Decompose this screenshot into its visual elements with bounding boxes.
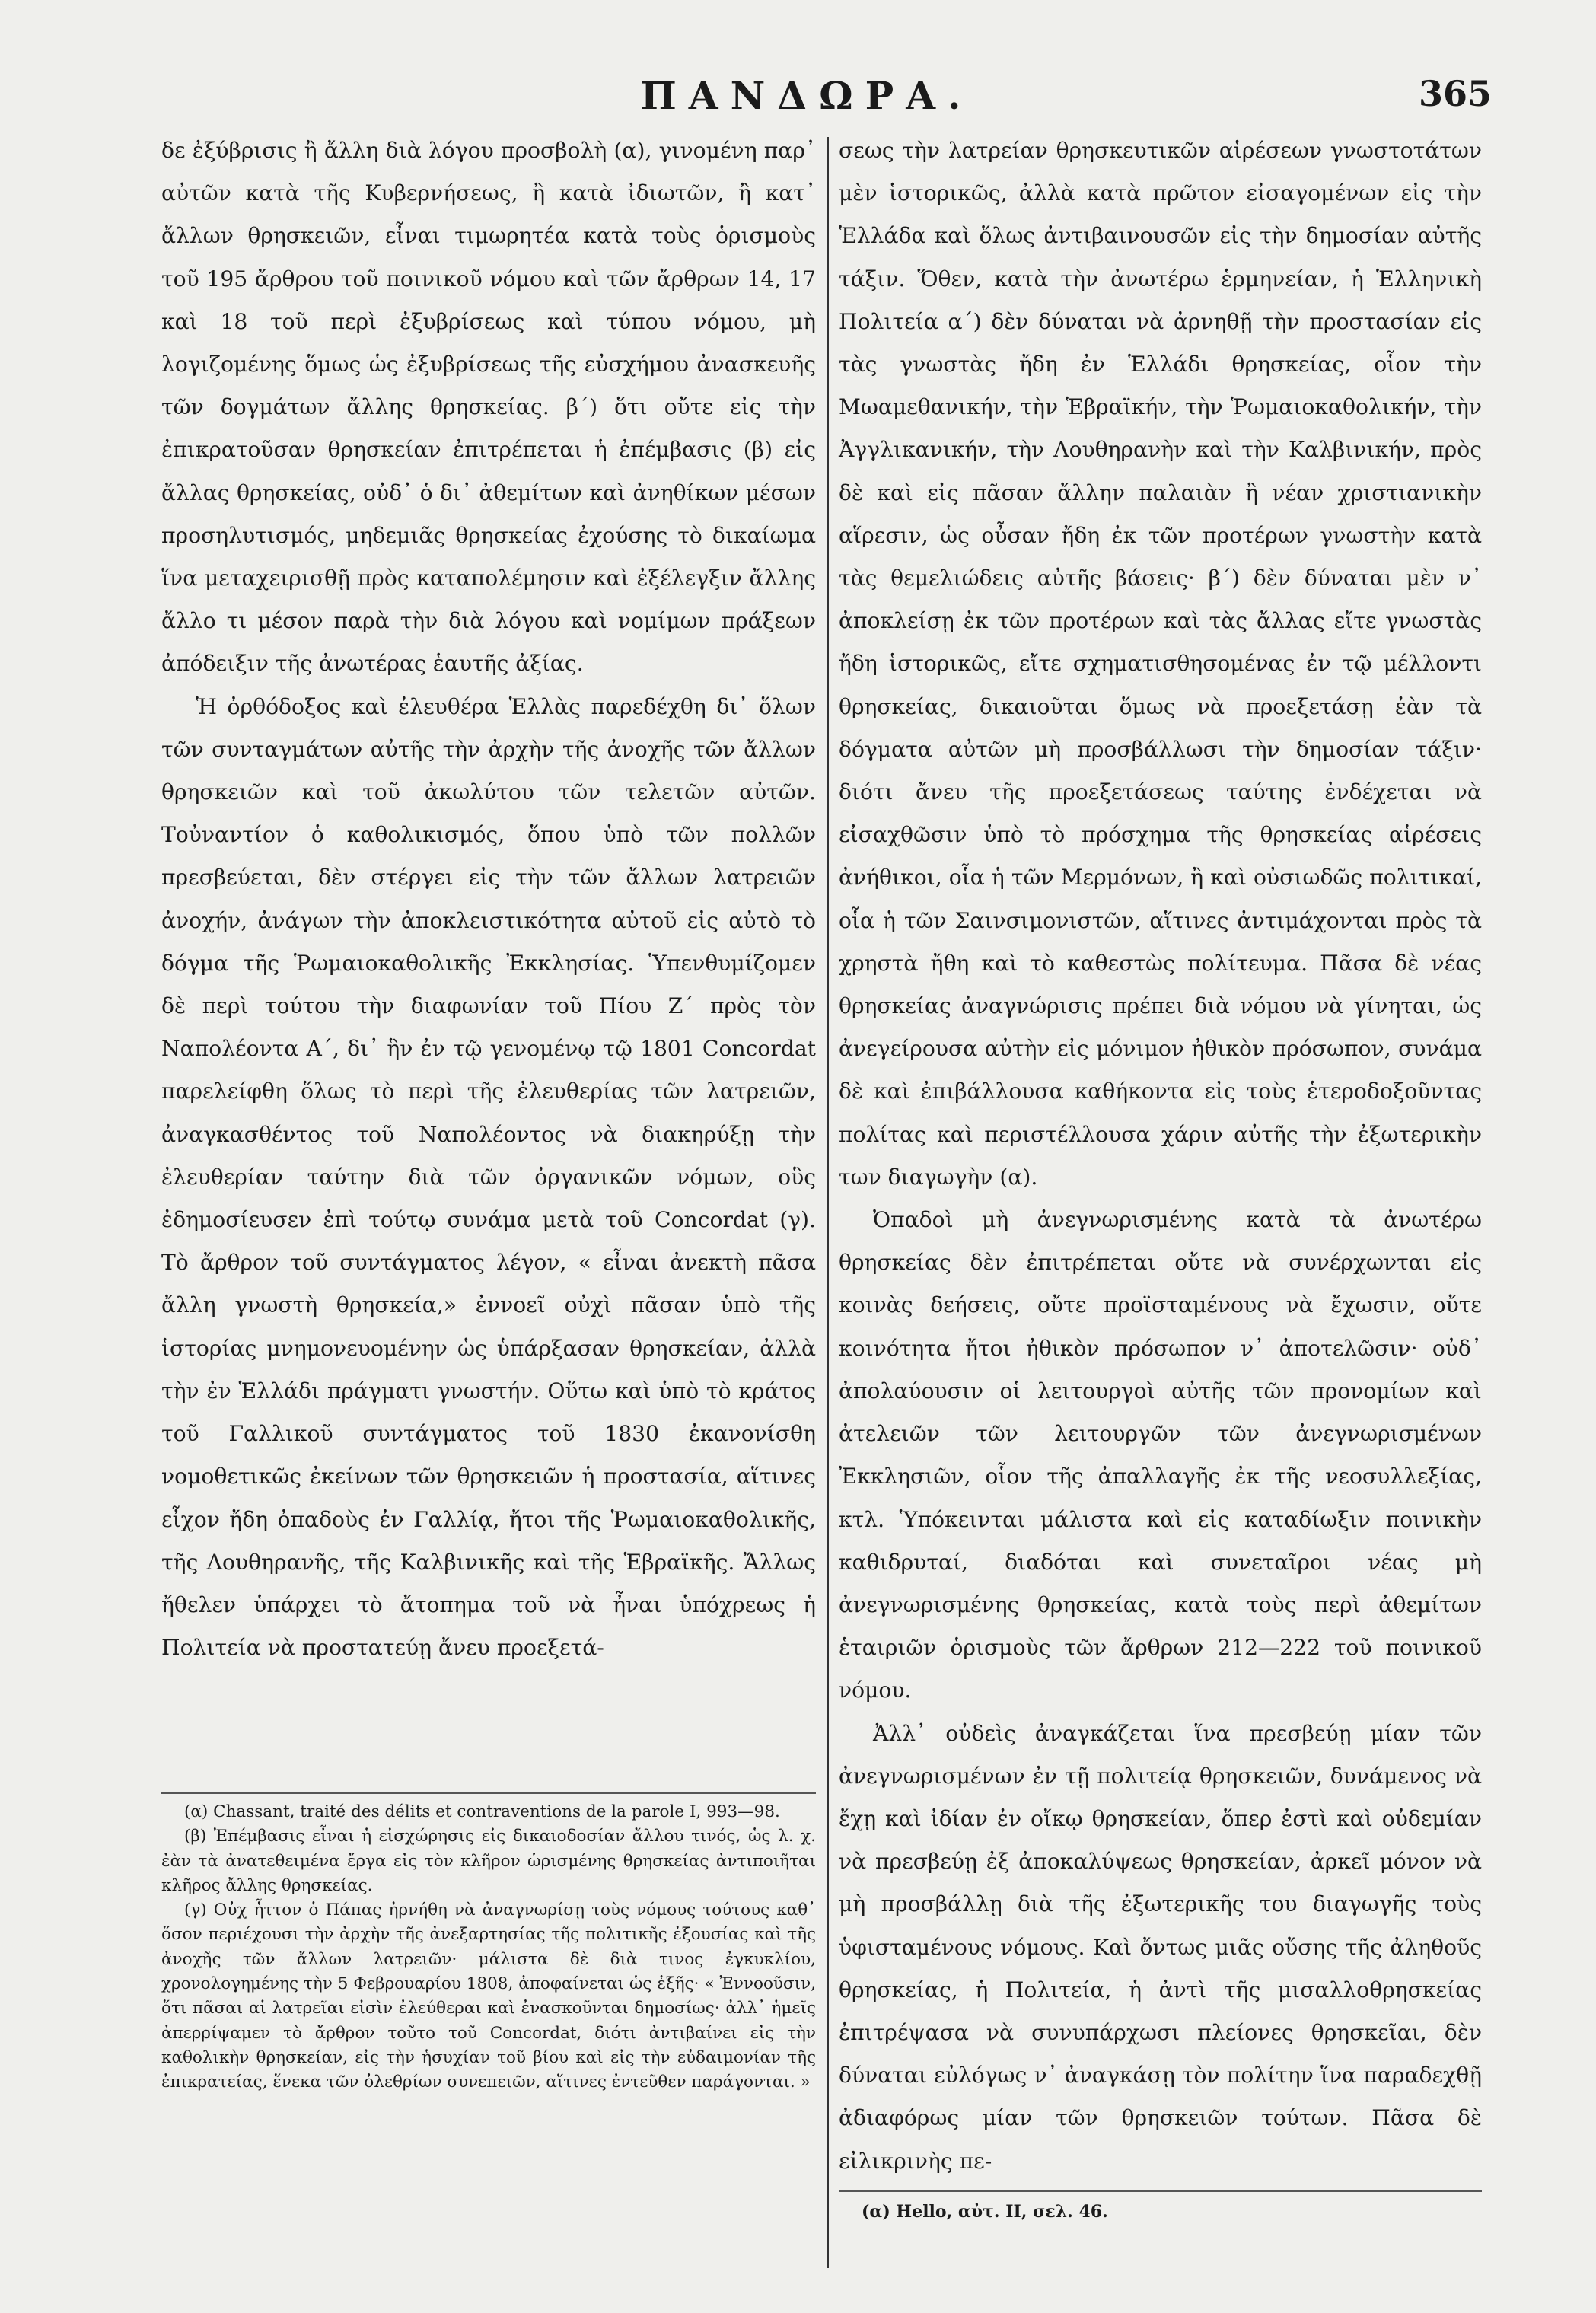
left-footnotes	[161, 1800, 816, 2095]
right-column	[839, 129, 1482, 2183]
paragraph: Ἡ ὀρθόδοξος καὶ ἐλευθέρα Ἑλλὰς παρεδέχθη δι᾽ ὅλων τῶν συνταγμάτων αὐτῆς τὴν ἀρχὴν τῆς ἀνοχῆς τῶν ἄλλων θρησκειῶν καὶ τοῦ ἀκωλύτου τῶν τελετῶν αὐτῶν. Τοὐναντίον ὁ καθολικισμός, ὅπου ὑπὸ τῶν πολλῶν πρεσβεύεται, δὲν στέργει εἰς τὴν τῶν ἄλλων λατρειῶν ἀνοχήν, ἀνάγων τὴν ἀποκλειστικότητα αὐτοῦ εἰς αὐτὸ τὸ δόγμα τῆς Ῥωμαιοκαθολικῆς Ἐκκλησίας. Ὑπενθυμίζομεν δὲ περὶ τούτου τὴν διαφωνίαν τοῦ Πίου Ζ΄ πρὸς τὸν Ναπολέοντα Α΄, δι᾽ ἣν ἐν τῷ γενομένῳ τῷ 1801 Concordat παρελείφθη ὅλως τὸ περὶ τῆς ἐλευθερίας τῶν λατρειῶν, ἀναγκασθέντος τοῦ Ναπολέοντος νὰ διακηρύξῃ τὴν ἐλευθερίαν ταύτην διὰ τῶν ὀργανικῶν νόμων, οὓς ἐδημοσίευσεν ἐπὶ τούτῳ συνάμα μετὰ τοῦ Concordat (γ). Τὸ ἄρθρον τοῦ συντάγματος λέγον, « εἶναι ἀνεκτὴ πᾶσα ἄλλη γνωστὴ θρησκεία,» ἐννοεῖ οὐχὶ πᾶσαν ὑπὸ τῆς ἱστορίας μνημονευομένην ὡς ὑπάρξασαν θρησκείαν, ἀλλὰ τὴν ἐν Ἑλλάδι πράγματι γνωστήν. Οὕτω καὶ ὑπὸ τὸ κράτος τοῦ Γαλλικοῦ συντάγματος τοῦ 1830 ἐκανονίσθη νομοθετικῶς ἐκείνων τῶν θρησκειῶν ἡ προστασία, αἵτινες εἶχον ἤδη ὀπαδοὺς ἐν Γαλλίᾳ, ἤτοι τῆς Ῥωμαιοκαθολικῆς, τῆς Λουθηρανῆς, τῆς Καλβινικῆς καὶ τῆς Ἑβραϊκῆς. Ἄλλως ἤθελεν ὑπάρχει τὸ ἄτοπημα τοῦ νὰ ἦναι ὑπόχρεως ἡ Πολιτεία νὰ προστατεύῃ ἄνευ προεξετά-	[161, 693, 816, 1661]
paragraph: σεως τὴν λατρείαν θρησκευτικῶν αἱρέσεων γνωστοτάτων μὲν ἱστορικῶς, ἀλλὰ κατὰ πρῶτον εἰσαγομένων εἰς τὴν Ἑλλάδα καὶ ὅλως ἀντιβαινουσῶν εἰς τὴν δημοσίαν αὐτῆς τάξιν. Ὅθεν, κατὰ τὴν ἀνωτέρω ἑρμηνείαν, ἡ Ἑλληνικὴ Πολιτεία α΄) δὲν δύναται νὰ ἀρνηθῇ τὴν προστασίαν εἰς τὰς γνωστὰς ἤδη ἐν Ἑλλάδι θρησκείας, οἷον τὴν Μωαμεθανικήν, τὴν Ἑβραϊκήν, τὴν Ῥωμαιοκαθολικήν, τὴν Ἀγγλικανικήν, τὴν Λουθηρανὴν καὶ τὴν Καλβινικήν, πρὸς δὲ καὶ εἰς πᾶσαν ἄλλην παλαιὰν ἢ νέαν χριστιανικὴν αἵρεσιν, ὡς οὖσαν ἤδη ἐκ τῶν προτέρων γνωστὴν κατὰ τὰς θεμελιώδεις αὐτῆς βάσεις· β΄) δὲν δύναται μὲν ν᾽ ἀποκλείσῃ ἐκ τῶν προτέρων καὶ τὰς ἄλλας εἴτε γνωστὰς ἤδη ἱστορικῶς, εἴτε σχηματισθησομένας ἐν τῷ μέλλοντι θρησκείας, δικαιοῦται ὅμως νὰ προεξετάσῃ ἐὰν τὰ δόγματα αὐτῶν μὴ προσβάλλωσι τὴν δημοσίαν τάξιν· διότι ἄνευ τῆς προεξετάσεως ταύτης ἐνδέχεται νὰ εἰσαχθῶσιν ὑπὸ τὸ πρόσχημα τῆς θρησκείας αἱρέσεις ἀνήθικοι, οἷα ἡ τῶν Μερμόνων, ἢ καὶ οὐσιωδῶς πολιτικαί, οἷα ἡ τῶν Σαινσιμονιστῶν, αἵτινες ἀντιμάχονται πρὸς τὰ χρηστὰ ἤθη καὶ τὸ καθεστὼς πολίτευμα. Πᾶσα δὲ νέας θρησκείας ἀναγνώρισις πρέπει διὰ νόμου νὰ γίνηται, ὡς ἀνεγείρουσα αὐτὴν εἰς μόνιμον ἠθικὸν πρόσωπον, συνάμα δὲ καὶ ἐπιβάλλουσα καθήκοντα εἰς τοὺς ἑτεροδοξοῦντας πολίτας καὶ περιστέλλουσα χάριν αὐτῆς τὴν ἐξωτερικὴν των διαγωγὴν (α).	[839, 138, 1482, 1190]
page-header	[122, 73, 1492, 126]
right-footnotes	[839, 2200, 1482, 2224]
paragraph: Ἀλλ᾽ οὐδεὶς ἀναγκάζεται ἵνα πρεσβεύῃ μίαν τῶν ἀνεγνωρισμένων ἐν τῇ πολιτείᾳ θρησκειῶν, δυνάμενος νὰ ἔχῃ καὶ ἰδίαν ἐν οἴκῳ θρησκείαν, ὅπερ ἐστὶ καὶ οὐδεμίαν νὰ πρεσβεύῃ ἐξ ἀποκαλύψεως θρησκείαν, ἀρκεῖ μόνον νὰ μὴ προσβάλλῃ διὰ τῆς ἐξωτερικῆς του διαγωγῆς τοὺς ὑφισταμένους νόμους. Καὶ ὄντως μιᾶς οὔσης τῆς ἀληθοῦς θρησκείας, ἡ Πολιτεία, ἡ ἀντὶ τῆς μισαλλοθρησκείας ἐπιτρέψασα νὰ συνυπάρχωσι πλείονες θρησκεῖαι, δὲν δύναται εὐλόγως ν᾽ ἀναγκάσῃ τὸν πολίτην ἵνα παραδεχθῇ ἀδιαφόρως μίαν τῶν θρησκειῶν τούτων. Πᾶσα δὲ εἰλικρινὴς πε-	[839, 1720, 1482, 2174]
page-number: 365	[1418, 73, 1492, 114]
footnote-divider	[839, 2190, 1482, 2192]
footnote: (γ) Οὐχ ἧττον ὁ Πάπας ἠρνήθη νὰ ἀναγνωρίσῃ τοὺς νόμους τούτους καθ᾽ ὅσον περιέχουσι τὴν ἀρχὴν τῆς ἀνεξαρτησίας τῆς πολιτικῆς ἐξουσίας καὶ τῆς ἀνοχῆς τῶν ἄλλων λατρειῶν· μάλιστα δὲ διὰ τινος ἐγκυκλίου, χρονολογημένης τὴν 5 Φεβρουαρίου 1808, ἀποφαίνεται ὡς ἑξῆς· « Ἐννοοῦσιν, ὅτι πᾶσαι αἱ λατρεῖαι εἰσὶν ἐλεύθεραι καὶ ἐνασκοῦνται δημοσίως· ἀλλ᾽ ἡμεῖς ἀπερρίψαμεν τὸ ἄρθρον τοῦτο τοῦ Concordat, διότι ἀντιβαίνει εἰς τὴν καθολικὴν θρησκείαν, εἰς τὴν ἡσυχίαν τοῦ βίου καὶ εἰς τὴν εὐδαιμονίαν τῆς ἐπικρατείας, ἕνεκα τῶν ὀλεθρίων συνεπειῶν, αἵτινες ἐντεῦθεν παράγονται. »	[161, 1900, 816, 2092]
footnote: (α) Chassant, traité des délits et contraventions de la parole I, 993—98.	[184, 1802, 780, 1821]
column-divider	[827, 137, 829, 2268]
paragraph: δε ἐξύβρισις ἢ ἄλλη διὰ λόγου προσβολὴ (α), γινομένη παρ᾽ αὐτῶν κατὰ τῆς Κυβερνήσεως, ἢ κατὰ ἰδιωτῶν, ἢ κατ᾽ ἄλλων θρησκειῶν, εἶναι τιμωρητέα κατὰ τοὺς ὁρισμοὺς τοῦ 195 ἄρθρου τοῦ ποινικοῦ νόμου καὶ τῶν ἄρθρων 14, 17 καὶ 18 τοῦ περὶ ἐξυβρίσεως καὶ τύπου νόμου, μὴ λογιζομένης ὅμως ὡς ἐξυβρίσεως τῆς εὐσχήμου ἀνασκευῆς τῶν δογμάτων ἄλλης θρησκείας. β΄) ὅτι οὔτε εἰς τὴν ἐπικρατοῦσαν θρησκείαν ἐπιτρέπεται ἡ ἐπέμβασις (β) εἰς ἄλλας θρησκείας, οὐδ᾽ ὁ δι᾽ ἀθεμίτων καὶ ἀνηθίκων μέσων προσηλυτισμός, μηδεμιᾶς θρησκείας ἐχούσης τὸ δικαίωμα ἵνα μεταχειρισθῇ πρὸς καταπολέμησιν καὶ ἐξέλεγξιν ἄλλης ἄλλο τι μέσον παρὰ τὴν διὰ λόγου καὶ νομίμων πράξεων ἀπόδειξιν τῆς ἀνωτέρας ἑαυτῆς ἀξίας.	[161, 138, 816, 677]
footnote: (α) Hello, αὐτ. II, σελ. 46.	[862, 2202, 1108, 2222]
journal-title: ΠΑΝΔΩΡΑ.	[640, 73, 973, 118]
footnote: (β) Ἐπέμβασις εἶναι ἡ εἰσχώρησις εἰς δικαιοδοσίαν ἄλλου τινός, ὡς λ. χ. ἐὰν τὰ ἀνατεθειμένα ἔργα εἰς τὸν κλῆρον ὡρισμένης θρησκείας ἀντιποιῆται κλῆρος ἄλλης θρησκείας.	[161, 1827, 816, 1895]
left-column	[161, 129, 816, 1669]
footnote-divider	[161, 1792, 816, 1794]
paragraph: Ὀπαδοὶ μὴ ἀνεγνωρισμένης κατὰ τὰ ἀνωτέρω θρησκείας δὲν ἐπιτρέπεται οὔτε νὰ συνέρχωνται εἰς κοινὰς δεήσεις, οὔτε προϊσταμένους νὰ ἔχωσιν, οὔτε κοινότητα ἤτοι ἠθικὸν πρόσωπον ν᾽ ἀποτελῶσιν· οὐδ᾽ ἀπολαύουσιν οἱ λειτουργοὶ αὐτῆς τῶν προνομίων καὶ ἀτελειῶν τῶν λειτουργῶν τῶν ἀνεγνωρισμένων Ἐκκλησιῶν, οἷον τῆς ἀπαλλαγῆς ἐκ τῆς νεοσυλλεξίας, κτλ. Ὑπόκεινται μάλιστα καὶ εἰς καταδίωξιν ποινικὴν καθιδρυταί, διαδόται καὶ συνεταῖροι νέας μὴ ἀνεγνωρισμένης θρησκείας, κατὰ τοὺς περὶ ἀθεμίτων ἑταιριῶν ὁρισμοὺς τῶν ἄρθρων 212—222 τοῦ ποινικοῦ νόμου.	[839, 1207, 1482, 1703]
